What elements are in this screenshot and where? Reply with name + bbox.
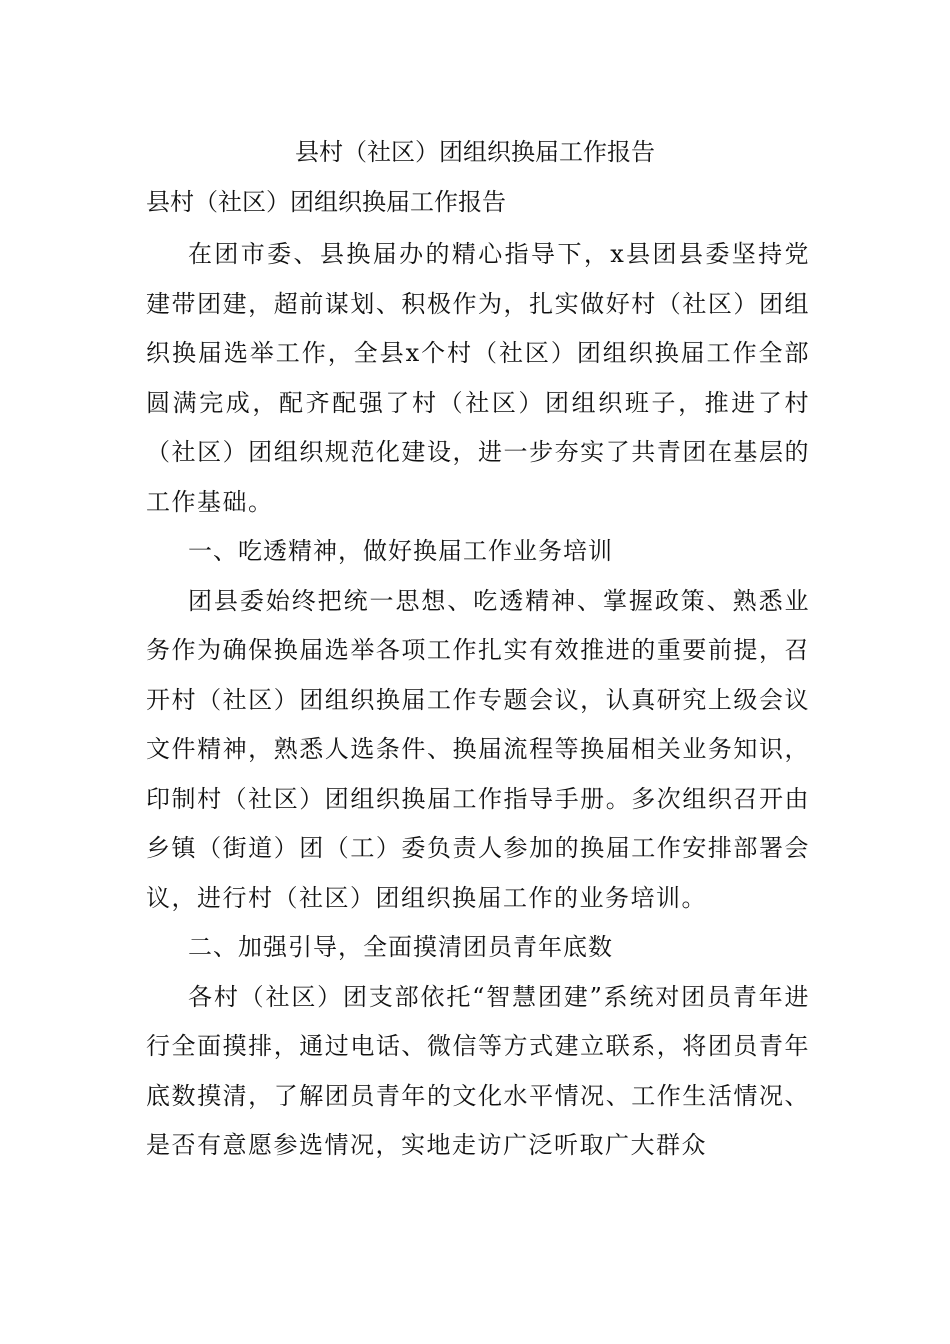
section-2-heading: 二、加强引导，全面摸清团员青年底数 <box>188 933 613 961</box>
document-title: 县村（社区）团组织换届工作报告 <box>295 138 655 166</box>
section-1-paragraph: 团县委始终把统一思想、吃透精神、掌握政策、熟悉业务作为确保换届选举各项工作扎实有效推进的重要前提，召开村（社区）团组织换届工作专题会议，认真研究上级会议文件精神，熟悉人选条件、换届流程等换届相关业务知识，印制村（社区）团组织换届工作指导手册。多次组织召开由乡镇（街道）团（工）委负责人参加的换届工作安排部署会议，进行村（社区）团组织换届工作的业务培训。 <box>146 586 810 912</box>
section-2-paragraph: 各村（社区）团支部依托“智慧团建”系统对团员青年进行全面摸排，通过电话、微信等方式建立联系，将团员青年底数摸清，了解团员青年的文化水平情况、工作生活情况、是否有意愿参选情况，实地走访广泛听取广大群众 <box>146 982 810 1159</box>
document-subtitle: 县村（社区）团组织换届工作报告 <box>146 188 506 216</box>
intro-paragraph: 在团市委、县换届办的精心指导下，x县团县委坚持党建带团建，超前谋划、积极作为，扎实做好村（社区）团组织换届选举工作，全县x个村（社区）团组织换届工作全部圆满完成，配齐配强了村（社区）团组织班子，推进了村（社区）团组织规范化建设，进一步夯实了共青团在基层的工作基础。 <box>146 240 810 516</box>
section-1-heading: 一、吃透精神，做好换届工作业务培训 <box>188 537 613 565</box>
document-body <box>146 230 810 1171</box>
